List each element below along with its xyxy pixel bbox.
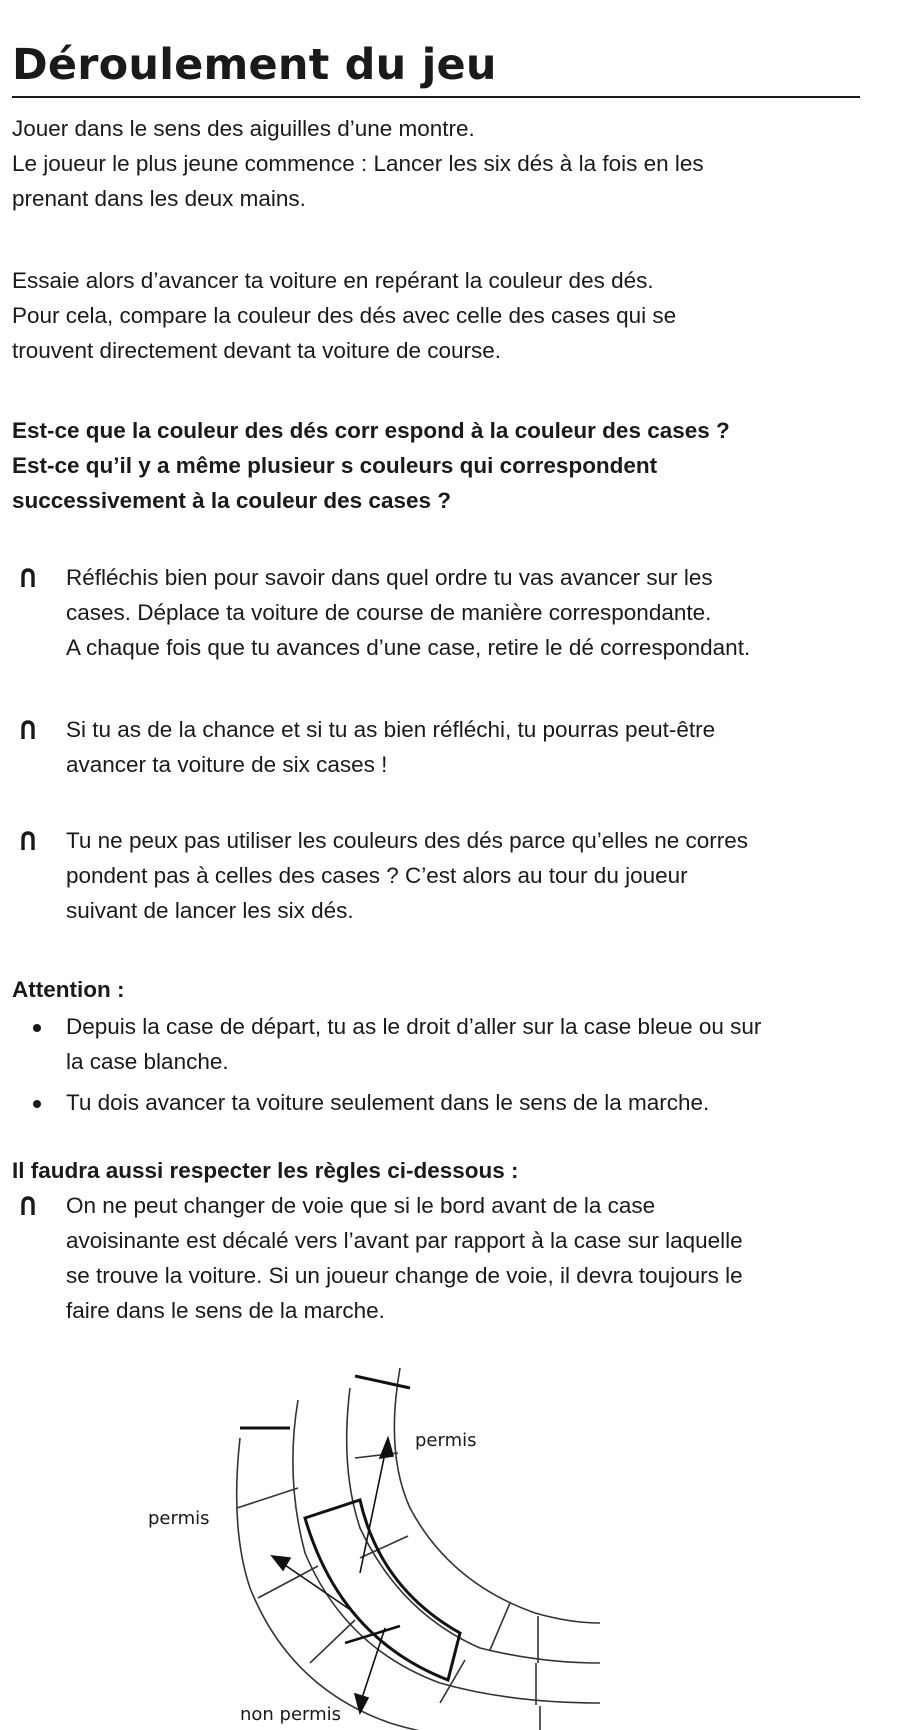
advance-line: trouvent directement devant ta voiture de course. (12, 338, 502, 363)
arrow-head-icon (355, 1694, 368, 1713)
label-permis-left: permis (148, 1508, 210, 1529)
rules-heading: Il faudra aussi respecter les règles ci-dessous : (12, 1158, 519, 1183)
arrow-head-icon (380, 1438, 393, 1458)
arch-bullet-icon (20, 719, 36, 741)
arrow-head-icon (272, 1556, 290, 1570)
arch-bullet-icon (20, 567, 36, 589)
step-line: cases. Déplace ta voiture de course de manière correspondante. (66, 600, 712, 625)
step-line: Si tu as de la chance et si tu as bien réfléchi, tu pourras peut-être (66, 717, 716, 742)
step-line: Réfléchis bien pour savoir dans quel ordre tu vas avancer sur les (66, 565, 713, 590)
question-paragraph (12, 413, 730, 518)
attention-heading: Attention : (12, 977, 125, 1002)
intro-line: prenant dans les deux mains. (12, 186, 306, 211)
track-diagram (0, 1358, 901, 1730)
intro-paragraph (12, 111, 704, 216)
attention-item (12, 1085, 862, 1120)
arch-bullet-icon (20, 830, 36, 852)
arch-bullet-icon (20, 1195, 36, 1217)
start-mark (355, 1376, 410, 1388)
advance-paragraph (12, 263, 676, 368)
attention-line: Depuis la case de départ, tu as le droit d’aller sur la case bleue ou sur (66, 1014, 762, 1039)
rules-line: On ne peut changer de voie que si le bord avant de la case (66, 1193, 656, 1218)
arrow-line (282, 1563, 355, 1613)
rules-line: se trouve la voiture. Si un joueur change de voie, il devra toujours le (66, 1263, 743, 1288)
attention-item (12, 1009, 862, 1079)
question-line: Est-ce qu’il y a même plusieur s couleurs qui correspondent (12, 453, 658, 478)
attention-line: la case blanche. (66, 1049, 229, 1074)
page-title: Déroulement du jeu (12, 40, 497, 90)
advance-line: Pour cela, compare la couleur des dés avec celle des cases qui se (12, 303, 677, 328)
step-line: suivant de lancer les six dés. (66, 898, 354, 923)
step-item (12, 823, 862, 928)
step-item (12, 560, 862, 665)
step-line: Tu ne peux pas utiliser les couleurs des dés parce qu’elles ne corres (66, 828, 749, 853)
label-permis-top: permis (415, 1430, 477, 1451)
intro-line: Jouer dans le sens des aiguilles d’une montre. (12, 116, 475, 141)
step-line: pondent pas à celles des cases ? C’est alors au tour du joueur (66, 863, 688, 888)
rules-item (12, 1188, 862, 1328)
step-line: avancer ta voiture de six cases ! (66, 752, 388, 777)
advance-line: Essaie alors d’avancer ta voiture en repérant la couleur des dés. (12, 268, 654, 293)
title-underline (12, 96, 860, 98)
rules-line: faire dans le sens de la marche. (66, 1298, 385, 1323)
lane-arc-inner (394, 1368, 600, 1623)
step-line: A chaque fois que tu avances d’une case, retire le dé correspondant. (66, 635, 751, 660)
question-line: Est-ce que la couleur des dés corr espond à la couleur des cases ? (12, 418, 730, 443)
bullet-dot-icon (33, 1024, 41, 1032)
lane-arc-outer (237, 1438, 600, 1730)
rules-line: avoisinante est décalé vers l’avant par rapport à la case sur laquelle (66, 1228, 743, 1253)
label-non-permis: non permis (240, 1704, 342, 1725)
attention-line: Tu dois avancer ta voiture seulement dans le sens de la marche. (66, 1090, 710, 1115)
question-line: successivement à la couleur des cases ? (12, 488, 451, 513)
bullet-dot-icon (33, 1100, 41, 1108)
intro-line: Le joueur le plus jeune commence : Lancer les six dés à la fois en les (12, 151, 704, 176)
step-item (12, 712, 862, 782)
